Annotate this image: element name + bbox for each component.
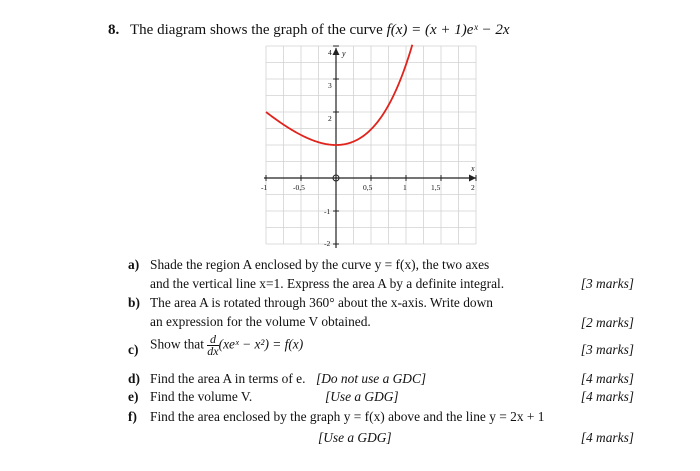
part-d-label: d) [128,371,140,386]
question-intro [130,22,509,39]
part-d-text: Find the area A in terms of e. [150,371,306,386]
part-f-text: Find the area enclosed by the graph y = f(x) above and the line y = 2x + 1 [150,409,545,424]
part-d-note: [Do not use a GDC] [316,371,427,386]
x-tick-label-4: 1 [403,183,407,192]
part-f-marks: [4 marks] [580,430,634,445]
part-a-line-1: Shade the region A enclosed by the curve y = f(x), the two axes [150,257,490,272]
x-axis-arrow-icon [469,175,476,182]
part-c-expression: (xeˣ − x²) = f(x) [218,336,304,352]
part-b-line-2: an expression for the volume V obtained. [150,314,371,329]
part-b-label: b) [128,295,140,310]
part-c-text [150,334,303,357]
part-e-note: [Use a GDG] [325,389,399,404]
part-c-marks: [3 marks] [580,342,634,357]
function-graph [262,46,488,248]
question-intro-text: The diagram shows the graph of the curve [130,22,387,38]
part-e-label: e) [128,389,139,404]
graph-grid [266,46,476,244]
y-tick-label-3: 3 [328,81,332,90]
x-tick-label-2: -0,5 [293,183,305,192]
question-number: 8. [108,22,120,38]
derivative-denominator: dx [207,344,219,358]
question-intro-formula: f(x) = (x + 1)eˣ − 2x [386,22,510,38]
y-tick-label-4: 4 [328,48,332,57]
x-tick-label-3: 0,5 [363,183,373,192]
part-c-label: c) [128,342,139,357]
x-tick-label-5: 1,5 [431,183,441,192]
y-tick-label-2: 2 [328,114,332,123]
derivative-numerator: d [207,334,218,346]
x-tick-label-6: 2 [471,183,475,192]
part-e-marks: [4 marks] [580,389,634,404]
derivative-fraction [207,334,218,357]
y-axis-label: y [342,49,346,58]
part-f-label: f) [128,409,137,424]
x-axis-label: x [471,164,475,173]
y-axis-arrow-icon [333,48,340,55]
part-a-label: a) [128,257,140,272]
part-b-marks: [2 marks] [580,315,634,330]
part-e-text: Find the volume V. [150,389,253,404]
x-tick-label-1: -1 [261,183,268,192]
part-a-marks: [3 marks] [580,276,634,291]
y-tick-label-neg1: -1 [324,207,331,216]
part-b-line-1: The area A is rotated through 360° about the x-axis. Write down [150,295,493,310]
part-d-marks: [4 marks] [580,371,634,386]
part-f-note: [Use a GDG] [318,430,392,445]
curve-f [266,45,412,145]
part-c-show-that: Show that [150,336,204,352]
y-tick-label-neg2: -2 [324,239,331,248]
part-a-line-2: and the vertical line x=1. Express the area A by a definite integral. [150,276,505,291]
